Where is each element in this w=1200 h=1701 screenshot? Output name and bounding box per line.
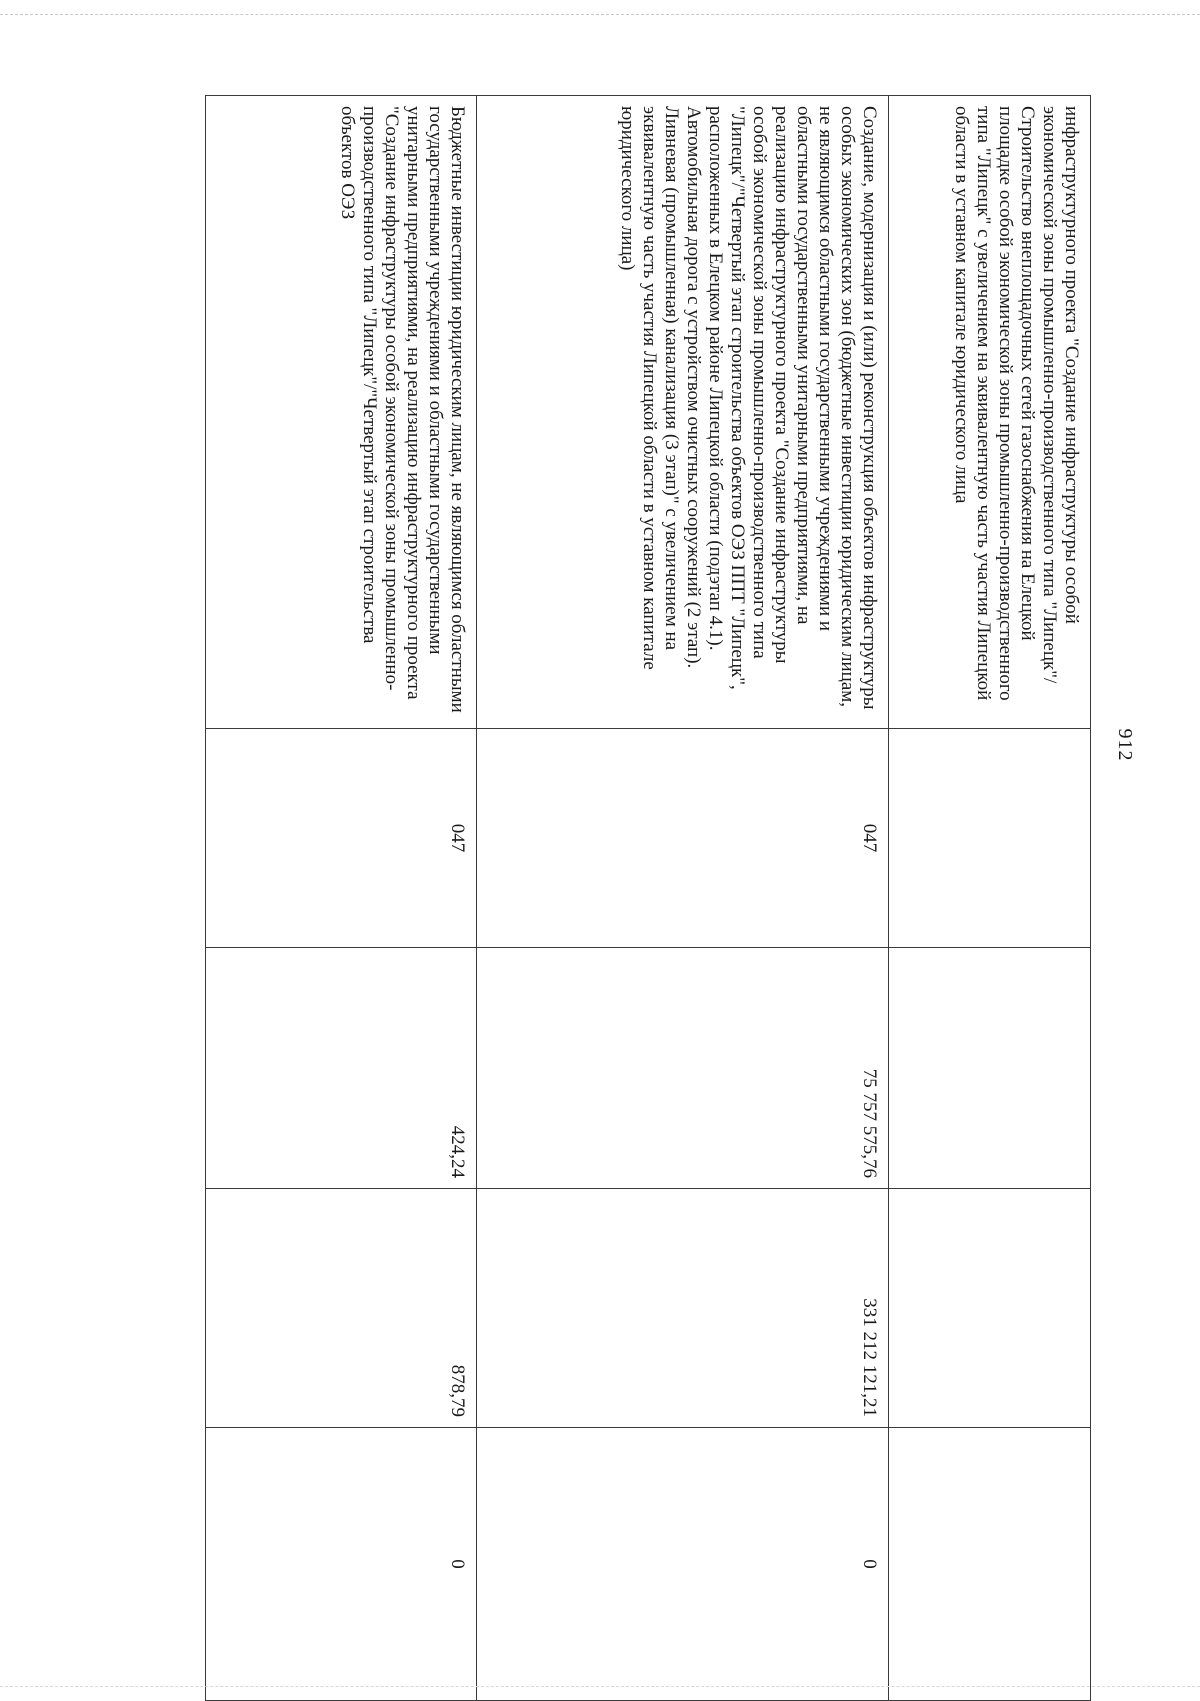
row-amount-3: 0: [206, 1428, 477, 1701]
row-amount-1: 75 757 575,76: [477, 948, 889, 1189]
row-amount-2: [889, 1189, 1091, 1428]
table-row: [206, 96, 477, 1701]
row-description: Бюджетные инвестиции юридическим лицам, не являющимся областными государственными учреждениями и областными государственными унитарными предприятиями, на реализацию инфраструктурного проекта "Создание инфраструктуры особой экономической зоны промышленно-производственного типа "Липецк"/"Четвертый этап строительства объектов ОЭЗ: [206, 96, 477, 729]
page-number: 912: [1114, 728, 1136, 762]
row-code: 047: [477, 729, 889, 948]
row-amount-2: 331 212 121,21: [477, 1189, 889, 1428]
rotated-page: [205, 95, 1155, 1595]
budget-table: [205, 95, 1091, 1701]
scan-edge-bottom: [0, 1686, 1200, 1687]
row-amount-3: [889, 1428, 1091, 1701]
row-description: инфраструктурного проекта "Создание инфраструктуры особой экономической зоны промышленно-производственного типа "Липецк"/Строительство внеплощадочных сетей газоснабжения на Елецкой площадке особой экономической зоны промышленно-производственного типа "Липецк" с увеличением на эквивалентную часть участия Липецкой области в уставном капитале юридического лица: [889, 96, 1091, 729]
table-row: [477, 96, 889, 1701]
row-amount-1: [889, 948, 1091, 1189]
row-code: 047: [206, 729, 477, 948]
row-code: [889, 729, 1091, 948]
row-amount-1: 424,24: [206, 948, 477, 1189]
scan-edge-top: [0, 14, 1200, 15]
row-amount-3: 0: [477, 1428, 889, 1701]
table-row: [889, 96, 1091, 1701]
row-description: Создание, модернизация и (или) реконструкция объектов инфраструктуры особых экономических зон (бюджетные инвестиции юридическим лицам, не являющимся областными государственными учреждениями и областными государственными унитарными предприятиями, на реализацию инфраструктурного проекта "Создание инфраструктуры особой экономической зоны промышленно-производственного типа "Липецк"/"Четвертый этап строительства объектов ОЭЗ ППТ "Липецк", расположенных в Елецком районе Липецкой области (подэтап 4.1). Автомобильная дорога с устройством очистных сооружений (2 этап). Ливневая (промышленная) канализация (3 этап)" с увеличением на эквивалентную часть участия Липецкой области в уставном капитале юридического лица): [477, 96, 889, 729]
row-amount-2: 878,79: [206, 1189, 477, 1428]
